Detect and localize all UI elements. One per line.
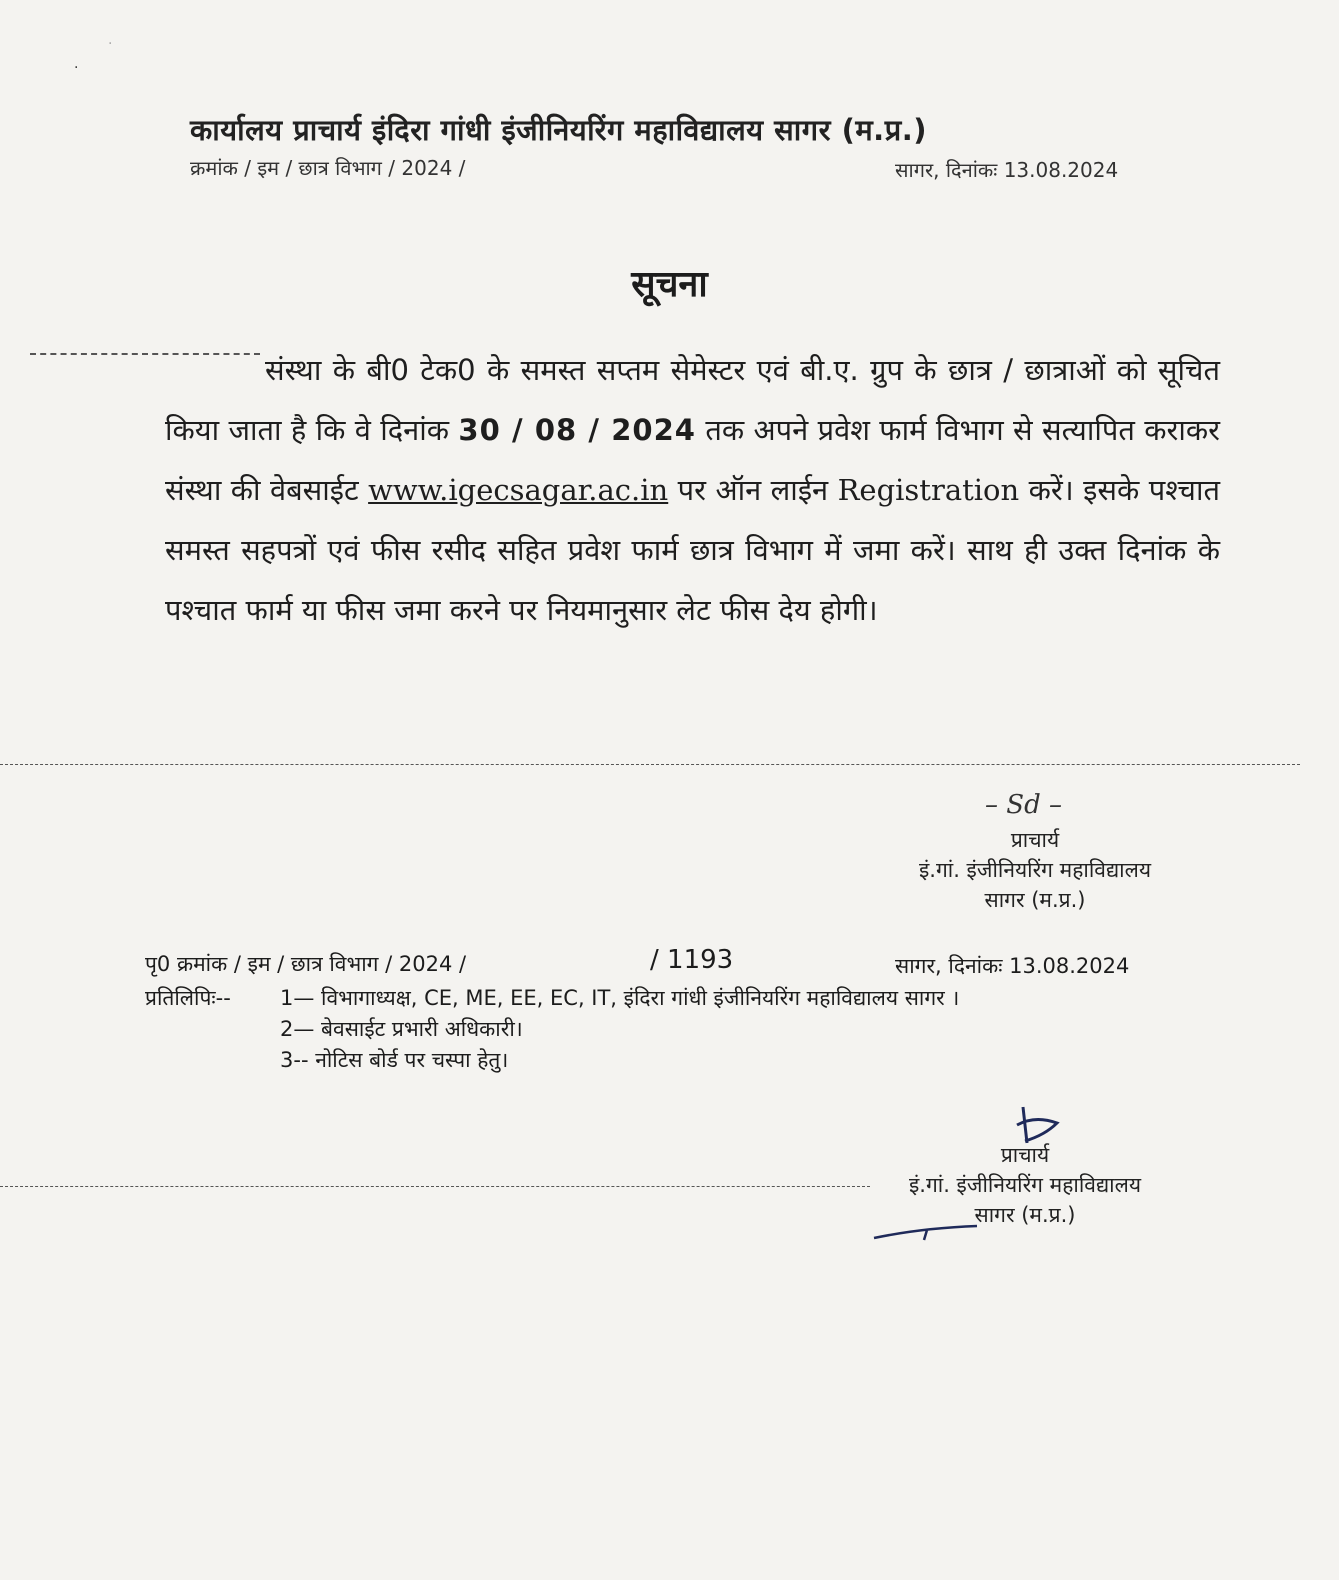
scan-speck: · — [108, 36, 113, 52]
scan-rule-line — [0, 764, 1300, 765]
signatory-institution: इं.गां. इंजीनियरिंग महाविद्यालय — [908, 1173, 1142, 1197]
website-link[interactable]: www.igecsagar.ac.in — [368, 473, 669, 507]
copy-item: 1— विभागाध्यक्ष, CE, ME, EE, EC, IT, इंदिरा गांधी इंजीनियरिंग महाविद्यालय सागर । — [280, 986, 960, 1010]
reference-number: क्रमांक / इम / छात्र विभाग / 2024 / — [190, 156, 466, 180]
signatory-designation: प्राचार्य — [1010, 828, 1060, 852]
body-text-2: तक अपने प्रवेश फार्म विभाग से सत्यापित कराकर संस्था की वेबसाईट — [165, 413, 1220, 507]
signatory-designation: प्राचार्य — [1000, 1143, 1050, 1167]
office-header: कार्यालय प्राचार्य इंदिरा गांधी इंजीनियरिंग महाविद्यालय सागर (म.प्र.) — [190, 113, 927, 147]
copy-item: 3-- नोटिस बोर्ड पर चस्पा हेतु। — [280, 1048, 509, 1072]
deadline-date: 30 / 08 / 2024 — [458, 413, 696, 447]
signature-block-1 — [870, 825, 1200, 915]
scan-rule-line — [0, 1186, 870, 1187]
copy-item: 2— बेवसाईट प्रभारी अधिकारी। — [280, 1017, 523, 1041]
body-text-4: करें। इसके पश्चात समस्त सहपत्रों एवं फीस रसीद सहित प्रवेश फार्म छात्र विभाग में जमा करें। साथ ही उक्त दिनांक के पश्चात फार्म या फीस जमा करने पर नियमानुसार लेट फीस देय होगी। — [165, 473, 1220, 627]
signature-block-2 — [860, 1140, 1190, 1230]
notice-body — [165, 340, 1220, 640]
scan-speck: · — [74, 60, 79, 76]
body-text-1: संस्था के बी0 टेक0 के समस्त सप्तम सेमेस्टर एवं बी.ए. ग्रुप के छात्र / छात्राओं को सूचित किया जाता है कि वे दिनांक — [165, 353, 1220, 447]
copy-to-label: प्रतिलिपिः-- — [145, 986, 231, 1010]
signature-stroke-icon — [872, 1222, 982, 1244]
signatory-place: सागर (म.प्र.) — [984, 888, 1086, 912]
signature-mark: – Sd – — [985, 790, 1062, 820]
signatory-institution: इं.गां. इंजीनियरिंग महाविद्यालय — [918, 858, 1152, 882]
copy-reference: पृ0 क्रमांक / इम / छात्र विभाग / 2024 / — [145, 952, 467, 976]
notice-title: सूचना — [631, 264, 708, 305]
copy-date: सागर, दिनांकः 13.08.2024 — [895, 954, 1130, 978]
registration-word: Registration — [837, 473, 1020, 507]
signatory-place: सागर (म.प्र.) — [974, 1203, 1076, 1227]
issue-date: सागर, दिनांकः 13.08.2024 — [895, 158, 1119, 182]
body-text-3: पर ऑन लाईन — [677, 473, 829, 507]
dispatch-number: / 1193 — [650, 945, 734, 975]
